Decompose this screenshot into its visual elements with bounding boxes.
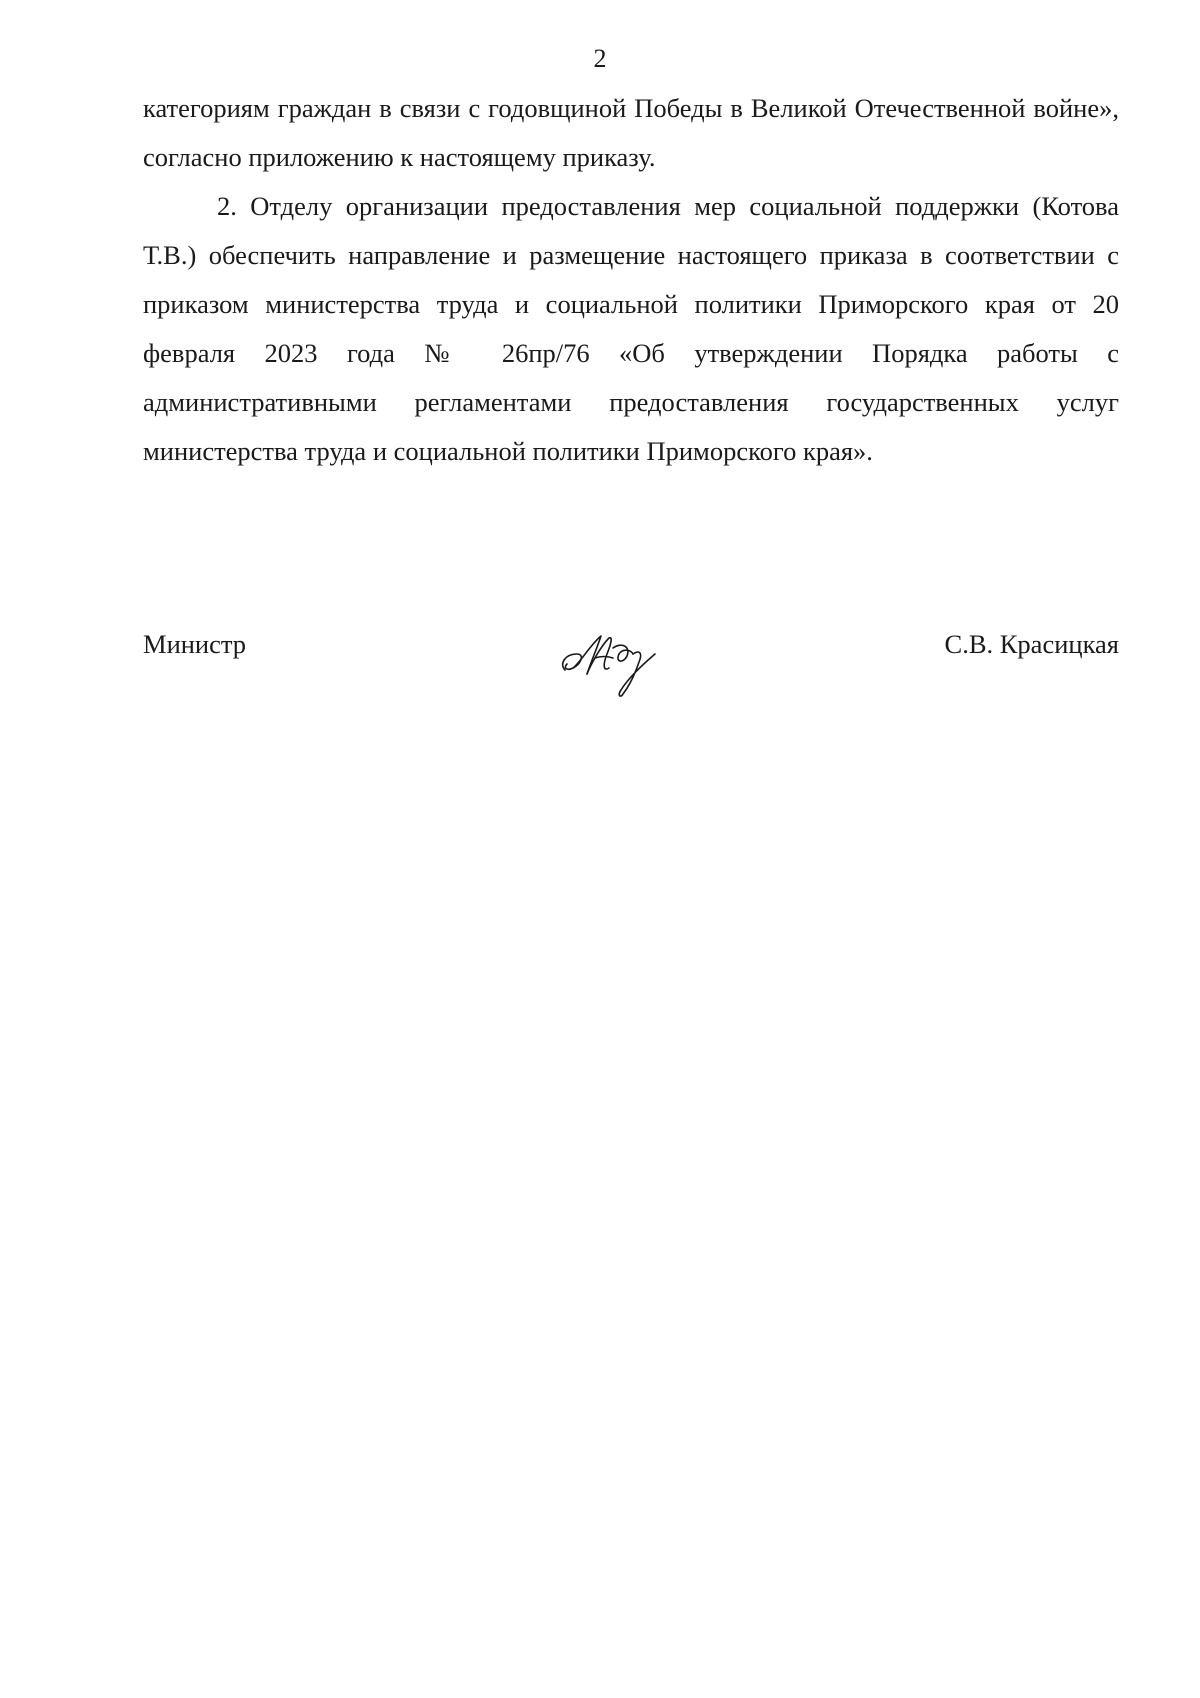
signatory-name: С.В. Красицкая (944, 629, 1119, 659)
signature-block (143, 628, 1119, 708)
page-number: 2 (593, 44, 607, 73)
document-body (143, 84, 1119, 476)
paragraph-continuation: категориям граждан в связи с годовщиной Победы в Великой Отечественной войне», согласно приложению к настоящему приказу. (143, 93, 1119, 172)
paragraph-item-2: 2. Отделу организации предоставления мер социальной поддержки (Котова Т.В.) обеспечить направление и размещение настоящего приказа в соответствии с приказом министерства труда и социальной политики Приморского края от 20 февраля 2023 года № 26пр/76 «Об утверждении Порядка работы с административными регламентами предоставления государственных услуг министерства труда и социальной политики Приморского края». (143, 191, 1119, 466)
signatory-title: Министр (143, 629, 247, 659)
handwritten-signature (551, 624, 671, 704)
